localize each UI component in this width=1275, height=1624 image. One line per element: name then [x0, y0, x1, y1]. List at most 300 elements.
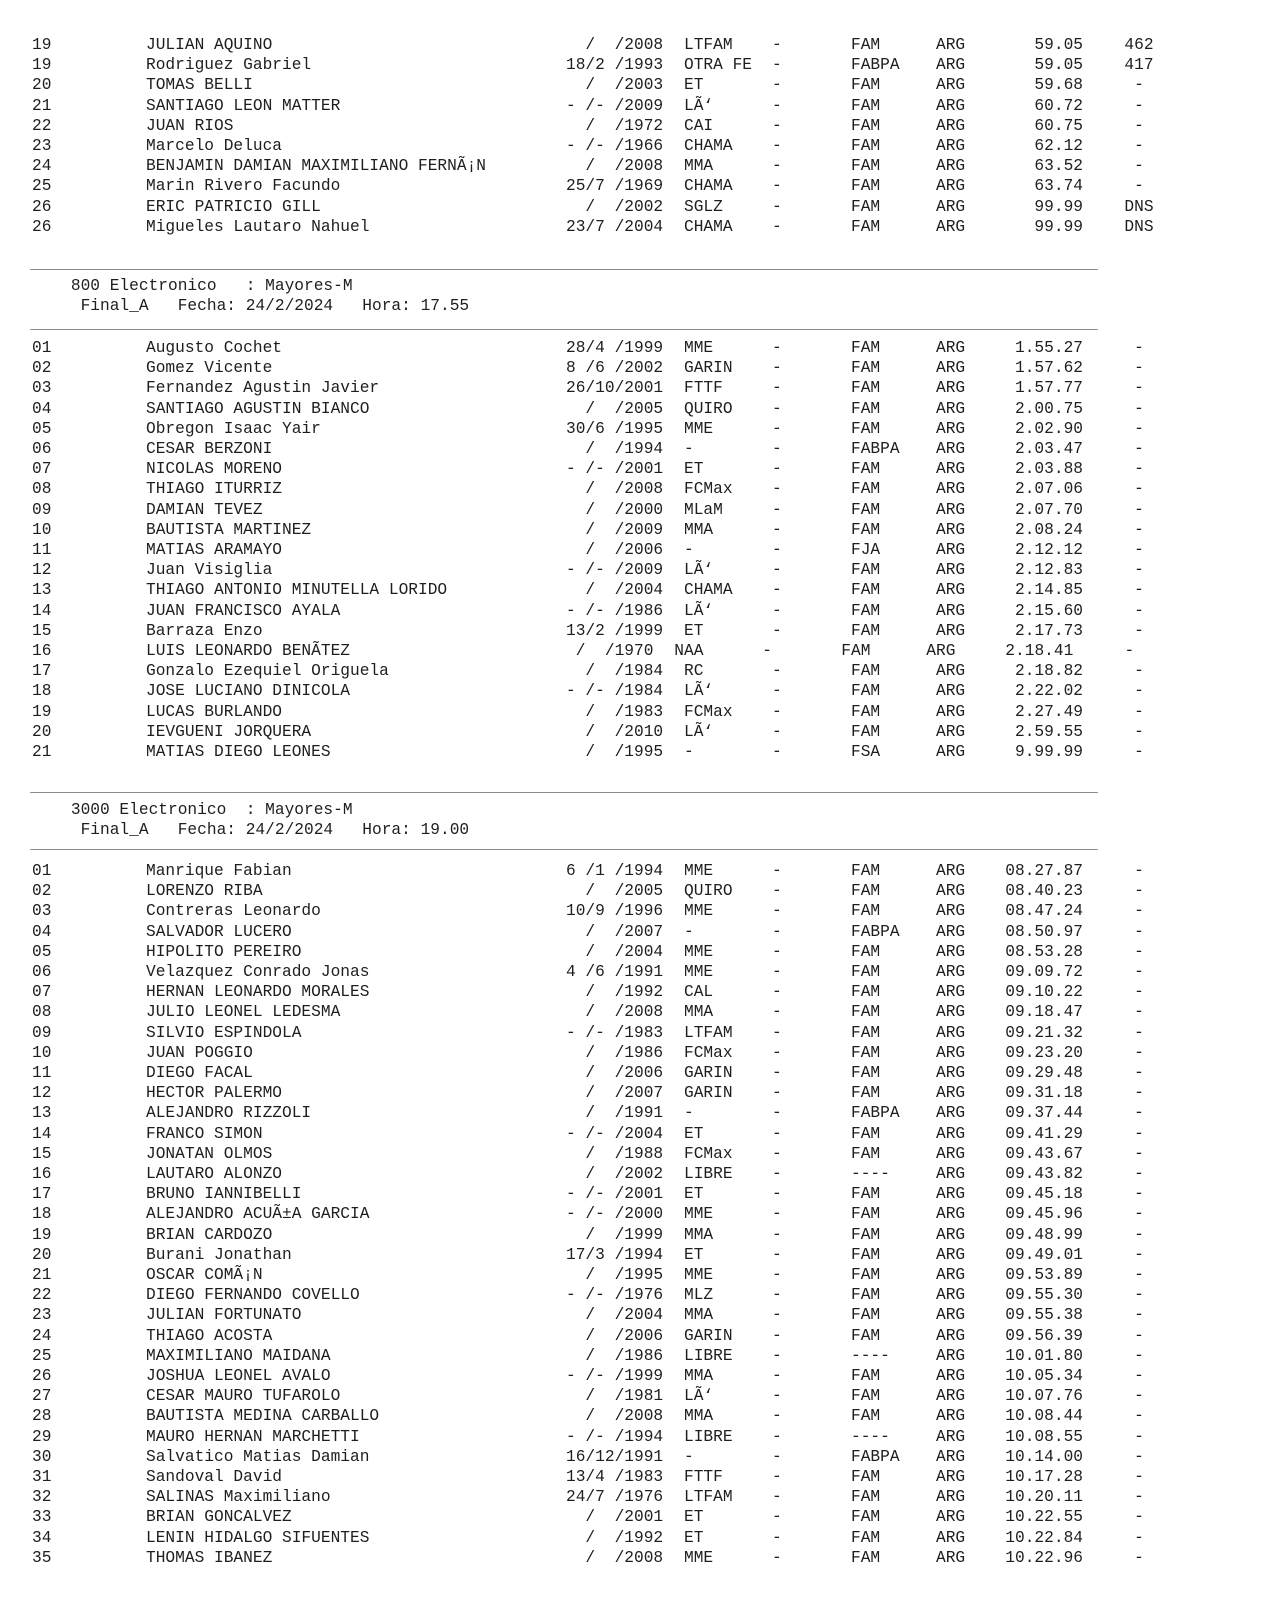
team-cell: CHAMA	[684, 137, 733, 155]
table-row	[0, 1386, 1275, 1406]
mark-dash-cell: -	[772, 1468, 782, 1486]
points-cell: -	[1134, 662, 1144, 681]
country-cell: ARG	[936, 902, 966, 921]
points-cell: -	[1134, 1225, 1144, 1244]
points-cell: -	[1134, 1488, 1144, 1507]
points-cell: -	[1134, 1508, 1144, 1527]
team-cell: MMA	[684, 157, 714, 176]
birthdate-cell: - /- /1986	[566, 601, 664, 620]
federation-cell: FAM	[851, 76, 881, 95]
country-cell: ARG	[936, 1104, 966, 1123]
birthdate-cell: - /- /2009	[566, 96, 664, 115]
federation-cell: ----	[851, 1346, 890, 1365]
mark-dash-cell: -	[772, 1245, 782, 1264]
team-cell: MME	[684, 339, 714, 357]
birthdate-cell: / /1988	[566, 1144, 664, 1163]
country-cell: ARG	[936, 440, 966, 458]
team-cell: LÃ‘	[684, 601, 714, 620]
position-cell: 08	[32, 480, 52, 499]
birthdate-cell: / /1984	[566, 662, 664, 681]
country-cell: ARG	[936, 96, 966, 115]
mark-dash-cell: -	[772, 922, 782, 941]
team-cell: FCMax	[684, 1144, 733, 1163]
country-cell: ARG	[936, 1185, 966, 1204]
result-time-cell: 2.03.88	[1015, 460, 1083, 479]
result-time-cell: 10.17.28	[1005, 1468, 1083, 1486]
country-cell: ARG	[936, 601, 966, 620]
mark-dash-cell: -	[772, 440, 782, 458]
result-time-cell: 08.27.87	[1005, 862, 1083, 880]
birthdate-cell: / /2008	[566, 1003, 664, 1022]
birthdate-cell: / /2003	[566, 76, 664, 95]
result-time-cell: 2.15.60	[1015, 601, 1083, 620]
position-cell: 18	[32, 682, 52, 701]
federation-cell: FAM	[851, 581, 881, 600]
team-cell: LIBRE	[684, 1427, 733, 1446]
athlete-name-cell: Migueles Lautaro Nahuel	[146, 217, 370, 236]
athlete-name-cell: THIAGO ACOSTA	[146, 1326, 273, 1345]
country-cell: ARG	[936, 882, 966, 901]
position-cell: 07	[32, 983, 52, 1002]
country-cell: ARG	[936, 1205, 966, 1224]
position-cell: 33	[32, 1508, 52, 1527]
result-time-cell: 2.08.24	[1015, 520, 1083, 539]
federation-cell: FAM	[851, 419, 881, 438]
position-cell: 27	[32, 1387, 52, 1406]
position-cell: 09	[32, 1023, 52, 1042]
country-cell: ARG	[936, 942, 966, 961]
table-row	[0, 1305, 1275, 1325]
country-cell: ARG	[936, 500, 966, 519]
athlete-name-cell: LAUTARO ALONZO	[146, 1165, 282, 1183]
team-cell: ET	[684, 1185, 704, 1204]
athlete-name-cell: Gonzalo Ezequiel Origuela	[146, 662, 389, 681]
birthdate-cell: 8 /6 /2002	[566, 359, 664, 378]
federation-cell: FAM	[851, 1468, 881, 1486]
country-cell: ARG	[936, 137, 966, 155]
athlete-name-cell: Augusto Cochet	[146, 339, 282, 357]
mark-dash-cell: -	[772, 419, 782, 438]
birthdate-cell: / /2008	[566, 157, 664, 176]
federation-cell: FAM	[851, 722, 881, 741]
position-cell: 04	[32, 922, 52, 941]
team-cell: LÃ‘	[684, 1387, 714, 1406]
mark-dash-cell: -	[772, 963, 782, 981]
points-cell: -	[1134, 942, 1144, 961]
birthdate-cell: - /- /2004	[566, 1124, 664, 1143]
athlete-name-cell: JUAN FRANCISCO AYALA	[146, 601, 341, 620]
result-time-cell: 10.22.84	[1005, 1528, 1083, 1547]
table-row	[0, 1063, 1275, 1083]
athlete-name-cell: Barraza Enzo	[146, 621, 263, 640]
team-cell: MME	[684, 1205, 714, 1224]
points-cell: -	[1134, 1528, 1144, 1547]
position-cell: 16	[32, 1165, 52, 1183]
team-cell: QUIRO	[684, 399, 733, 418]
federation-cell: FAM	[841, 642, 871, 660]
team-cell: -	[684, 541, 694, 559]
team-cell: MLZ	[684, 1286, 714, 1305]
country-cell: ARG	[936, 157, 966, 176]
mark-dash-cell: -	[772, 1387, 782, 1406]
position-cell: 25	[32, 177, 52, 196]
points-cell: -	[1134, 1104, 1144, 1123]
result-time-cell: 10.01.80	[1005, 1346, 1083, 1365]
athlete-name-cell: Fernandez Agustin Javier	[146, 379, 380, 398]
country-cell: ARG	[936, 722, 966, 741]
mark-dash-cell: -	[772, 1508, 782, 1527]
result-time-cell: 63.74	[1034, 177, 1083, 196]
position-cell: 23	[32, 137, 52, 155]
mark-dash-cell: -	[772, 1528, 782, 1547]
federation-cell: FAM	[851, 1245, 881, 1264]
mark-dash-cell: -	[772, 1306, 782, 1325]
result-time-cell: 2.02.90	[1015, 419, 1083, 438]
points-cell: 462	[1124, 36, 1154, 54]
athlete-name-cell: HERNAN LEONARDO MORALES	[146, 983, 370, 1002]
athlete-name-cell: MAURO HERNAN MARCHETTI	[146, 1427, 360, 1446]
team-cell: FCMax	[684, 702, 733, 721]
table-row	[0, 1103, 1275, 1123]
points-cell: -	[1134, 96, 1144, 115]
mark-dash-cell: -	[772, 561, 782, 580]
team-cell: FTTF	[684, 1468, 723, 1486]
federation-cell: FAM	[851, 561, 881, 580]
mark-dash-cell: -	[772, 1346, 782, 1365]
federation-cell: FAM	[851, 1548, 881, 1567]
position-cell: 12	[32, 561, 52, 580]
mark-dash-cell: -	[772, 682, 782, 701]
result-time-cell: 09.55.38	[1005, 1306, 1083, 1325]
birthdate-cell: 16/12/1991	[566, 1447, 664, 1466]
birthdate-cell: - /- /2009	[566, 561, 664, 580]
country-cell: ARG	[936, 862, 966, 880]
mark-dash-cell: -	[772, 902, 782, 921]
mark-dash-cell: -	[772, 722, 782, 741]
birthdate-cell: / /2005	[566, 399, 664, 418]
athlete-name-cell: LENIN HIDALGO SIFUENTES	[146, 1528, 370, 1547]
country-cell: ARG	[936, 56, 966, 75]
mark-dash-cell: -	[772, 359, 782, 378]
federation-cell: FAM	[851, 1528, 881, 1547]
birthdate-cell: / /2008	[566, 1548, 664, 1567]
athlete-name-cell: MAXIMILIANO MAIDANA	[146, 1346, 331, 1365]
mark-dash-cell: -	[772, 339, 782, 357]
result-time-cell: 09.41.29	[1005, 1124, 1083, 1143]
result-time-cell: 09.23.20	[1005, 1043, 1083, 1062]
country-cell: ARG	[936, 116, 966, 135]
athlete-name-cell: JUAN RIOS	[146, 116, 234, 135]
result-time-cell: 09.53.89	[1005, 1266, 1083, 1284]
country-cell: ARG	[936, 1266, 966, 1284]
position-cell: 21	[32, 743, 52, 761]
country-cell: ARG	[936, 1407, 966, 1426]
position-cell: 08	[32, 1003, 52, 1022]
position-cell: 26	[32, 197, 52, 216]
federation-cell: FAM	[851, 1367, 881, 1385]
birthdate-cell: 10/9 /1996	[566, 902, 664, 921]
mark-dash-cell: -	[772, 157, 782, 176]
position-cell: 10	[32, 1043, 52, 1062]
team-cell: LÃ‘	[684, 722, 714, 741]
result-time-cell: 1.57.77	[1015, 379, 1083, 398]
result-time-cell: 10.07.76	[1005, 1387, 1083, 1406]
birthdate-cell: / /1986	[566, 1043, 664, 1062]
result-time-cell: 09.31.18	[1005, 1084, 1083, 1103]
birthdate-cell: 18/2 /1993	[566, 56, 664, 75]
points-cell: -	[1134, 339, 1144, 357]
team-cell: LTFAM	[684, 1488, 733, 1507]
points-cell: -	[1134, 1387, 1144, 1406]
team-cell: MME	[684, 942, 714, 961]
team-cell: LTFAM	[684, 1023, 733, 1042]
athlete-name-cell: IEVGUENI JORQUERA	[146, 722, 312, 741]
table-row	[0, 881, 1275, 901]
points-cell: -	[1134, 359, 1144, 378]
points-cell: -	[1134, 1064, 1144, 1082]
birthdate-cell: 24/7 /1976	[566, 1488, 664, 1507]
result-time-cell: 2.14.85	[1015, 581, 1083, 600]
birthdate-cell: - /- /1999	[566, 1367, 664, 1385]
team-cell: ET	[684, 621, 704, 640]
result-time-cell: 09.09.72	[1005, 963, 1083, 981]
country-cell: ARG	[936, 1528, 966, 1547]
mark-dash-cell: -	[772, 662, 782, 681]
result-time-cell: 10.20.11	[1005, 1488, 1083, 1507]
points-cell: -	[1134, 500, 1144, 519]
mark-dash-cell: -	[772, 541, 782, 559]
federation-cell: FAM	[851, 1488, 881, 1507]
team-cell: CAI	[684, 116, 714, 135]
position-cell: 16	[32, 642, 52, 660]
table-row	[0, 1467, 1275, 1487]
country-cell: ARG	[936, 1245, 966, 1264]
country-cell: ARG	[936, 399, 966, 418]
athlete-name-cell: LORENZO RIBA	[146, 882, 263, 901]
birthdate-cell: / /2004	[566, 1306, 664, 1325]
result-time-cell: 60.75	[1034, 116, 1083, 135]
federation-cell: FABPA	[851, 922, 900, 941]
athlete-name-cell: Contreras Leonardo	[146, 902, 321, 921]
points-cell: -	[1134, 1346, 1144, 1365]
team-cell: CHAMA	[684, 217, 733, 236]
points-cell: -	[1134, 1266, 1144, 1284]
athlete-name-cell: Rodriguez Gabriel	[146, 56, 312, 75]
mark-dash-cell: -	[772, 942, 782, 961]
team-cell: CHAMA	[684, 581, 733, 600]
mark-dash-cell: -	[772, 36, 782, 54]
table-row	[0, 1184, 1275, 1204]
team-cell: LÃ‘	[684, 96, 714, 115]
mark-dash-cell: -	[772, 379, 782, 398]
federation-cell: FAM	[851, 1266, 881, 1284]
mark-dash-cell: -	[772, 1266, 782, 1284]
athlete-name-cell: MATIAS ARAMAYO	[146, 541, 282, 559]
position-cell: 24	[32, 1326, 52, 1345]
mark-dash-cell: -	[772, 1488, 782, 1507]
points-cell: -	[1134, 983, 1144, 1002]
federation-cell: FAM	[851, 1205, 881, 1224]
result-time-cell: 9.99.99	[1015, 743, 1083, 761]
birthdate-cell: / /1995	[566, 743, 664, 761]
athlete-name-cell: SANTIAGO LEON MATTER	[146, 96, 341, 115]
mark-dash-cell: -	[772, 1064, 782, 1082]
result-time-cell: 09.45.18	[1005, 1185, 1083, 1204]
mark-dash-cell: -	[772, 1003, 782, 1022]
federation-cell: FAM	[851, 1387, 881, 1406]
federation-cell: FAM	[851, 1407, 881, 1426]
federation-cell: FAM	[851, 177, 881, 196]
mark-dash-cell: -	[772, 177, 782, 196]
team-cell: GARIN	[684, 1084, 733, 1103]
result-time-cell: 09.49.01	[1005, 1245, 1083, 1264]
birthdate-cell: 6 /1 /1994	[566, 862, 664, 880]
federation-cell: FAM	[851, 217, 881, 236]
result-time-cell: 09.10.22	[1005, 983, 1083, 1002]
federation-cell: FABPA	[851, 56, 900, 75]
athlete-name-cell: Burani Jonathan	[146, 1245, 292, 1264]
points-cell: -	[1124, 642, 1135, 660]
mark-dash-cell: -	[772, 1286, 782, 1305]
points-cell: -	[1134, 1205, 1144, 1224]
athlete-name-cell: OSCAR COMÃ¡N	[146, 1266, 263, 1284]
athlete-name-cell: Sandoval David	[146, 1468, 282, 1486]
athlete-name-cell: BRIAN GONCALVEZ	[146, 1508, 292, 1527]
result-time-cell: 2.03.47	[1015, 440, 1083, 458]
birthdate-cell: / /1981	[566, 1387, 664, 1406]
mark-dash-cell: -	[772, 702, 782, 721]
federation-cell: FAM	[851, 379, 881, 398]
birthdate-cell: / /2004	[566, 942, 664, 961]
federation-cell: FAM	[851, 359, 881, 378]
points-cell: -	[1134, 419, 1144, 438]
athlete-name-cell: SANTIAGO AGUSTIN BIANCO	[146, 399, 370, 418]
result-time-cell: 10.14.00	[1005, 1447, 1083, 1466]
team-cell: LÃ‘	[684, 561, 714, 580]
points-cell: -	[1134, 379, 1144, 398]
points-cell: -	[1134, 1043, 1144, 1062]
athlete-name-cell: BENJAMIN DAMIAN MAXIMILIANO FERNÃ¡N	[146, 157, 486, 176]
federation-cell: FAM	[851, 1225, 881, 1244]
athlete-name-cell: Marin Rivero Facundo	[146, 177, 341, 196]
mark-dash-cell: -	[772, 1165, 782, 1183]
position-cell: 26	[32, 1367, 52, 1385]
position-cell: 34	[32, 1528, 52, 1547]
athlete-name-cell: BAUTISTA MEDINA CARBALLO	[146, 1407, 380, 1426]
athlete-name-cell: Obregon Isaac Yair	[146, 419, 321, 438]
result-time-cell: 2.12.12	[1015, 541, 1083, 559]
athlete-name-cell: Velazquez Conrado Jonas	[146, 963, 370, 981]
mark-dash-cell: -	[772, 520, 782, 539]
federation-cell: FABPA	[851, 1104, 900, 1123]
team-cell: LÃ‘	[684, 682, 714, 701]
position-cell: 30	[32, 1447, 52, 1466]
points-cell: -	[1134, 601, 1144, 620]
birthdate-cell: / /1999	[566, 1225, 664, 1244]
mark-dash-cell: -	[772, 500, 782, 519]
country-cell: ARG	[936, 1144, 966, 1163]
position-cell: 11	[32, 1064, 52, 1082]
points-cell: -	[1134, 702, 1144, 721]
country-cell: ARG	[936, 662, 966, 681]
team-cell: GARIN	[684, 1064, 733, 1082]
team-cell: ET	[684, 1528, 704, 1547]
team-cell: LIBRE	[684, 1346, 733, 1365]
country-cell: ARG	[936, 682, 966, 701]
country-cell: ARG	[936, 1346, 966, 1365]
table-row	[0, 1487, 1275, 1507]
federation-cell: FAM	[851, 621, 881, 640]
result-time-cell: 2.59.55	[1015, 722, 1083, 741]
table-row	[0, 922, 1275, 942]
federation-cell: FAM	[851, 983, 881, 1002]
result-time-cell: 10.22.55	[1005, 1508, 1083, 1527]
points-cell: DNS	[1124, 217, 1154, 236]
result-time-cell: 2.07.06	[1015, 480, 1083, 499]
result-time-cell: 59.05	[1034, 56, 1083, 75]
event-title-800: 800 Electronico : Mayores-M	[32, 277, 353, 295]
position-cell: 21	[32, 1266, 52, 1284]
athlete-name-cell: LUCAS BURLANDO	[146, 702, 282, 721]
result-time-cell: 62.12	[1034, 137, 1083, 155]
mark-dash-cell: -	[772, 1427, 782, 1446]
birthdate-cell: / /2000	[566, 500, 664, 519]
result-time-cell: 2.27.49	[1015, 702, 1083, 721]
team-cell: -	[684, 1104, 694, 1123]
federation-cell: FAM	[851, 1286, 881, 1305]
result-time-cell: 10.08.55	[1005, 1427, 1083, 1446]
team-cell: -	[684, 743, 694, 761]
result-time-cell: 09.21.32	[1005, 1023, 1083, 1042]
federation-cell: FAM	[851, 1084, 881, 1103]
team-cell: MMA	[684, 1225, 714, 1244]
federation-cell: FAM	[851, 902, 881, 921]
team-cell: MMA	[684, 1306, 714, 1325]
federation-cell: FJA	[851, 541, 881, 559]
position-cell: 21	[32, 96, 52, 115]
table-row	[0, 1164, 1275, 1184]
birthdate-cell: / /1994	[566, 440, 664, 458]
athlete-name-cell: JUAN POGGIO	[146, 1043, 253, 1062]
birthdate-cell: / /2010	[566, 722, 664, 741]
athlete-name-cell: TOMAS BELLI	[146, 76, 253, 95]
points-cell: -	[1134, 1286, 1144, 1305]
birthdate-cell: / /2008	[566, 1407, 664, 1426]
position-cell: 15	[32, 1144, 52, 1163]
position-cell: 17	[32, 662, 52, 681]
athlete-name-cell: SILVIO ESPINDOLA	[146, 1023, 302, 1042]
result-time-cell: 59.68	[1034, 76, 1083, 95]
position-cell: 32	[32, 1488, 52, 1507]
result-time-cell: 2.18.82	[1015, 662, 1083, 681]
position-cell: 29	[32, 1427, 52, 1446]
federation-cell: FAM	[851, 36, 881, 54]
country-cell: ARG	[936, 581, 966, 600]
result-time-cell: 09.55.30	[1005, 1286, 1083, 1305]
federation-cell: FAM	[851, 702, 881, 721]
birthdate-cell: / /2005	[566, 882, 664, 901]
table-row	[0, 1507, 1275, 1527]
position-cell: 14	[32, 601, 52, 620]
position-cell: 26	[32, 217, 52, 236]
birthdate-cell: / /2006	[566, 1064, 664, 1082]
table-row	[0, 942, 1275, 962]
team-cell: RC	[684, 662, 704, 681]
federation-cell: FAM	[851, 682, 881, 701]
points-cell: -	[1134, 621, 1144, 640]
country-cell: ARG	[936, 419, 966, 438]
table-row	[0, 1002, 1275, 1022]
